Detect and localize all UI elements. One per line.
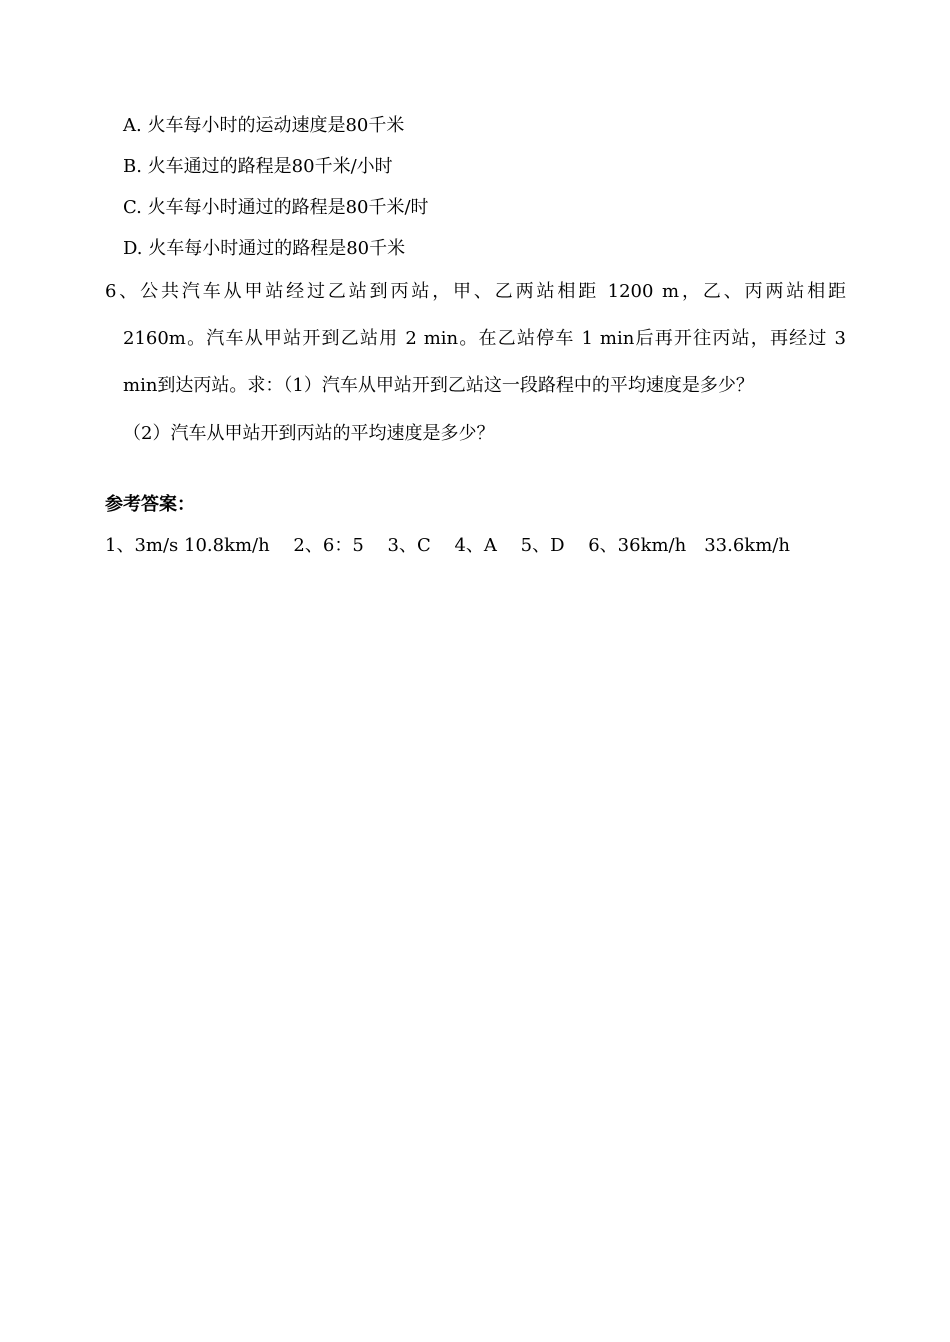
option-c: C. 火车每小时通过的路程是80千米/时: [123, 197, 429, 218]
question-6-line-3: min到达丙站。求：（1）汽车从甲站开到乙站这一段路程中的平均速度是多少？: [123, 375, 754, 396]
answers-text: 1、3m/s 10.8km/h 2、6：5 3、C 4、A 5、D 6、36km/h 33.6km/h: [105, 535, 790, 556]
answers-heading: 参考答案：: [105, 494, 195, 515]
option-a: A. 火车每小时的运动速度是80千米: [123, 115, 405, 136]
question-6-line-1: 6、公共汽车从甲站经过乙站到丙站，甲、乙两站相距 1200 m，乙、丙两站相距: [105, 281, 846, 302]
option-d: D. 火车每小时通过的路程是80千米: [123, 238, 406, 259]
question-6-line-2: 2160m。汽车从甲站开到乙站用 2 min。在乙站停车 1 min后再开往丙站，再经过 3: [123, 328, 846, 349]
question-6-line-4: （2）汽车从甲站开到丙站的平均速度是多少？: [123, 423, 495, 444]
option-b: B. 火车通过的路程是80千米/小时: [123, 156, 393, 177]
